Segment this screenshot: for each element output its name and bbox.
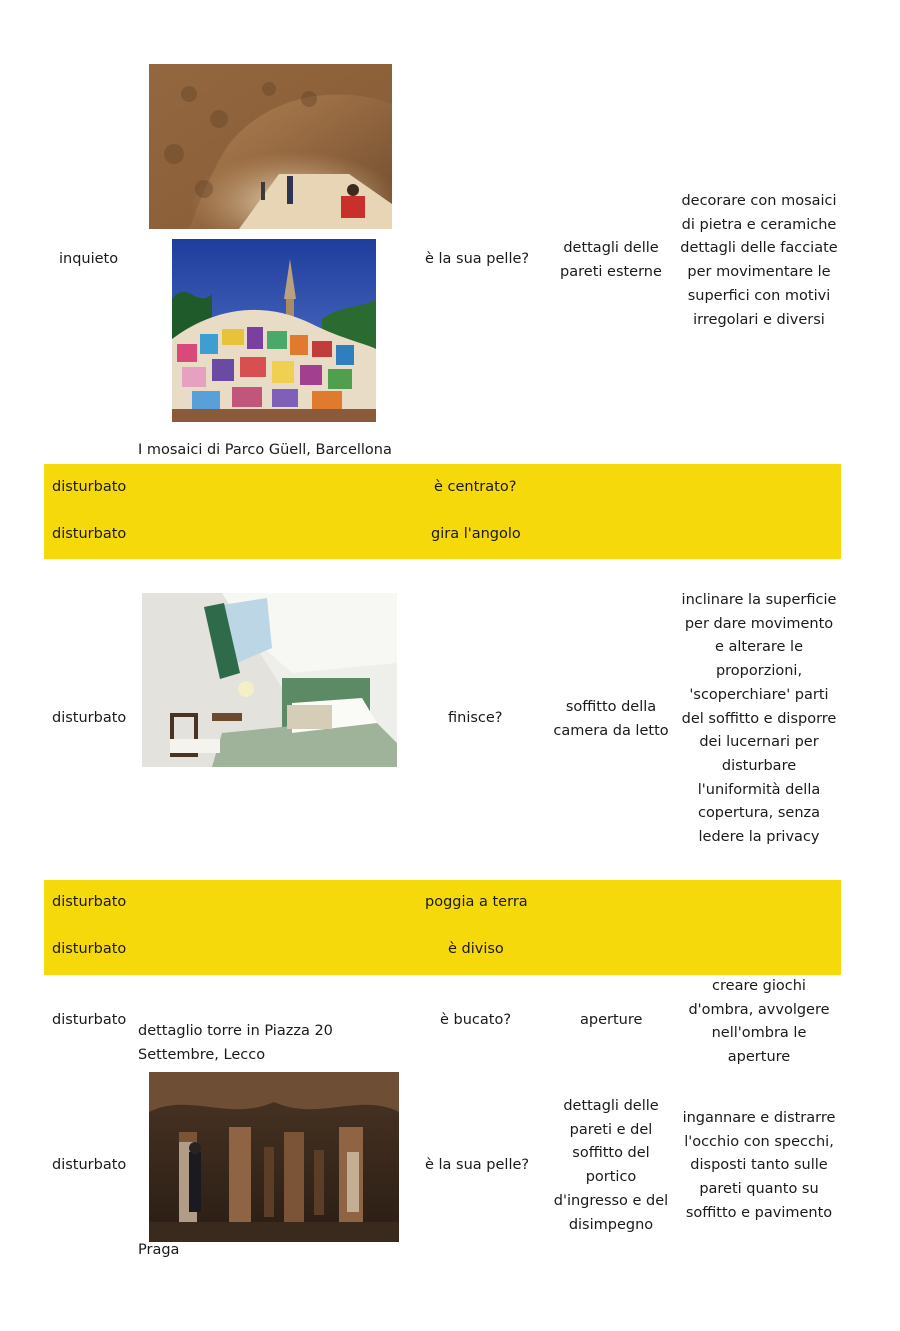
strategy-cell <box>670 190 848 332</box>
question-cell: finisce? <box>448 710 503 726</box>
element-line: dettagli delle <box>563 240 659 256</box>
strategy-line: disposti tanto sulle <box>690 1157 828 1174</box>
strategy-line: dei lucernari per <box>699 734 819 751</box>
caption-line: dettaglio torre in Piazza 20 <box>138 1023 333 1039</box>
question-cell: è bucato? <box>440 1012 512 1028</box>
image-caption: I mosaici di Parco Güell, Barcellona <box>138 442 392 458</box>
mood-cell: disturbato <box>52 1012 127 1028</box>
strategy-line: inclinare la superficie <box>681 592 837 608</box>
strategy-line: pareti quanto su <box>699 1181 819 1198</box>
element-line: pareti e del <box>569 1121 653 1138</box>
bedroom-photo <box>142 593 397 767</box>
strategy-line: disturbare <box>721 757 797 774</box>
element-line: camera da letto <box>553 722 669 739</box>
strategy-line: creare giochi <box>712 978 806 994</box>
mood-cell: disturbato <box>52 526 127 542</box>
element-cell <box>549 237 673 284</box>
element-cell <box>549 1095 673 1237</box>
strategy-line: per dare movimento <box>684 615 834 632</box>
mood-cell: disturbato <box>52 479 127 495</box>
strategy-line: per movimentare le <box>687 264 831 281</box>
strategy-cell <box>670 589 848 850</box>
element-line: soffitto del <box>572 1145 650 1162</box>
strategy-line: superfici con motivi <box>687 287 831 304</box>
question-cell: è la sua pelle? <box>425 1157 530 1173</box>
image-caption <box>138 1020 333 1067</box>
strategy-line: copertura, senza <box>697 805 821 822</box>
strategy-cell <box>670 1107 848 1226</box>
mood-cell: inquieto <box>59 251 119 267</box>
strategy-line: l'occhio con specchi, <box>684 1133 834 1150</box>
mood-cell: disturbato <box>52 941 127 957</box>
strategy-line: d'ombra, avvolgere <box>688 1001 830 1018</box>
element-line: soffitto della <box>565 699 657 715</box>
strategy-line: 'scoperchiare' parti <box>689 686 829 703</box>
question-cell: gira l'angolo <box>431 526 521 542</box>
strategy-line: proporzioni, <box>715 663 803 680</box>
strategy-line: l'uniformità della <box>697 781 821 798</box>
caption-line: Settembre, Lecco <box>138 1046 266 1063</box>
tunnel-photo <box>149 64 392 229</box>
element-line: portico <box>585 1169 637 1186</box>
question-cell: poggia a terra <box>425 894 528 910</box>
mood-cell: disturbato <box>52 710 127 726</box>
mood-cell: disturbato <box>52 894 127 910</box>
element-cell: aperture <box>580 1012 643 1028</box>
question-cell: è centrato? <box>434 479 517 495</box>
strategy-line: decorare con mosaici <box>681 193 837 209</box>
element-line: pareti esterne <box>560 263 662 280</box>
mosaic-photo <box>172 239 376 422</box>
element-line: d'ingresso e del <box>553 1192 669 1209</box>
strategy-line: del soffitto e disporre <box>681 710 837 727</box>
strategy-line: di pietra e ceramiche <box>681 216 837 233</box>
question-cell: è la sua pelle? <box>425 251 530 267</box>
question-cell: è diviso <box>448 941 504 957</box>
strategy-line: aperture <box>727 1049 791 1066</box>
strategy-line: ingannare e distrarre <box>682 1110 836 1126</box>
strategy-line: ledere la privacy <box>698 829 820 846</box>
element-cell <box>549 696 673 743</box>
mood-cell: disturbato <box>52 1157 127 1173</box>
image-caption: Praga <box>138 1242 180 1258</box>
strategy-cell <box>670 975 848 1070</box>
strategy-line: dettagli delle facciate <box>680 240 838 257</box>
columns-photo <box>149 1072 399 1242</box>
element-line: dettagli delle <box>563 1098 659 1114</box>
strategy-line: e alterare le <box>714 639 804 656</box>
strategy-line: nell'ombra le <box>711 1025 807 1042</box>
element-line: disimpegno <box>568 1216 654 1233</box>
strategy-line: soffitto e pavimento <box>685 1204 833 1221</box>
strategy-line: irregolari e diversi <box>693 311 825 328</box>
